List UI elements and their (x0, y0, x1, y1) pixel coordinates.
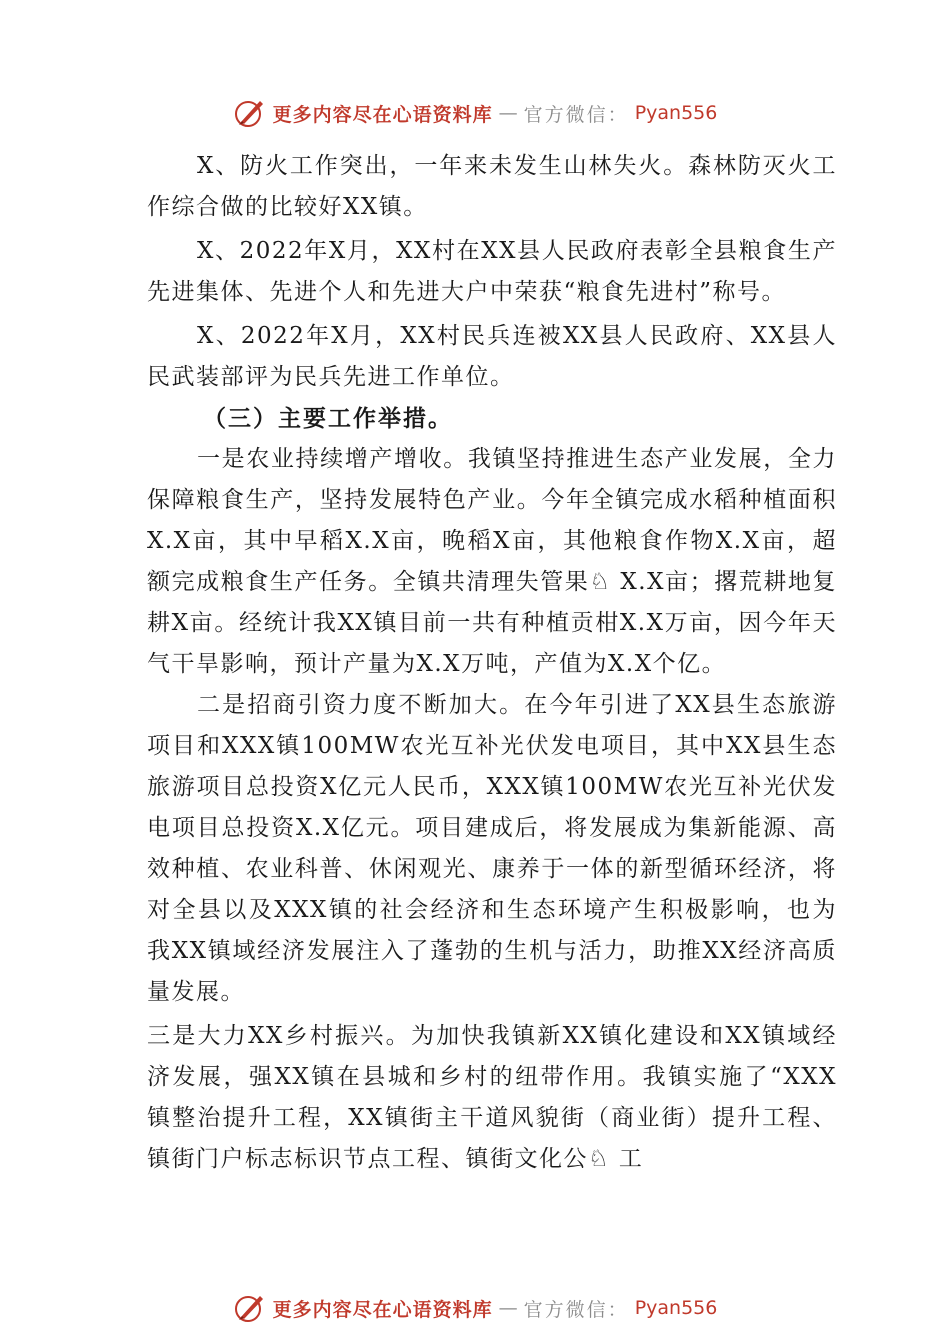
section-heading: （三）主要工作举措。 (203, 405, 453, 432)
banner-dash: — (498, 102, 518, 124)
header-watermark-banner (0, 96, 950, 130)
quill-logo-icon (233, 1291, 267, 1325)
banner-wechat-label: 官方微信： (523, 1298, 629, 1321)
quill-logo-icon (233, 96, 267, 130)
banner-wechat-handle: Pyan556 (634, 102, 718, 124)
banner-title: 更多内容尽在心语资料库 (272, 1298, 493, 1321)
document-body (147, 146, 837, 1180)
banner-wechat-handle: Pyan556 (634, 1297, 718, 1319)
paragraph-agriculture: 一是农业持续增产增收。我镇坚持推进生态产业发展，全力保障粮食生产，坚持发展特色产业。今年全镇完成水稻种植面积X.X亩，其中早稻X.X亩，晚稻X亩，其他粮食作物X.X亩，超额完成粮食生产任务。全镇共清理失管果♘ X.X亩；撂荒耕地复耕X亩。经统计我XX镇目前一共有种植贡柑X.X万亩，因今年天气干旱影响，预计产量为X.X万吨，产值为X.X个亿。 (147, 446, 837, 677)
footer-watermark-banner (0, 1291, 950, 1325)
banner-title: 更多内容尽在心语资料库 (272, 103, 493, 126)
paragraph-grain-award: X、2022年X月，XX村在XX县人民政府表彰全县粮食生产先进集体、先进个人和先进大户中荣获“粮食先进村”称号。 (147, 238, 837, 305)
banner-dash: — (498, 1297, 518, 1319)
paragraph-militia-award: X、2022年X月，XX村民兵连被XX县人民政府、XX县人民武装部评为民兵先进工作单位。 (147, 323, 837, 390)
banner-wechat-label: 官方微信： (523, 103, 629, 126)
paragraph-investment: 二是招商引资力度不断加大。在今年引进了XX县生态旅游项目和XXX镇100MW农光互补光伏发电项目，其中XX县生态旅游项目总投资X亿元人民币，XXX镇100MW农光互补光伏发电项目总投资X.X亿元。项目建成后，将发展成为集新能源、高效种植、农业科普、休闲观光、康养于一体的新型循环经济，将对全县以及XXX镇的社会经济和生态环境产生积极影响，也为我XX镇域经济发展注入了蓬勃的生机与活力，助推XX经济高质量发展。 (147, 692, 837, 1005)
paragraph-rural-revitalization: 三是大力XX乡村振兴。为加快我镇新XX镇化建设和XX镇域经济发展，强XX镇在县城和乡村的纽带作用。我镇实施了“XXX镇整治提升工程，XX镇街主干道风貌街（商业街）提升工程、镇街门户标志标识节点工程、镇街文化公♘ 工 (147, 1023, 837, 1172)
paragraph-fire-prevention: X、防火工作突出，一年来未发生山林失火。森林防灭火工作综合做的比较好XX镇。 (147, 153, 837, 220)
